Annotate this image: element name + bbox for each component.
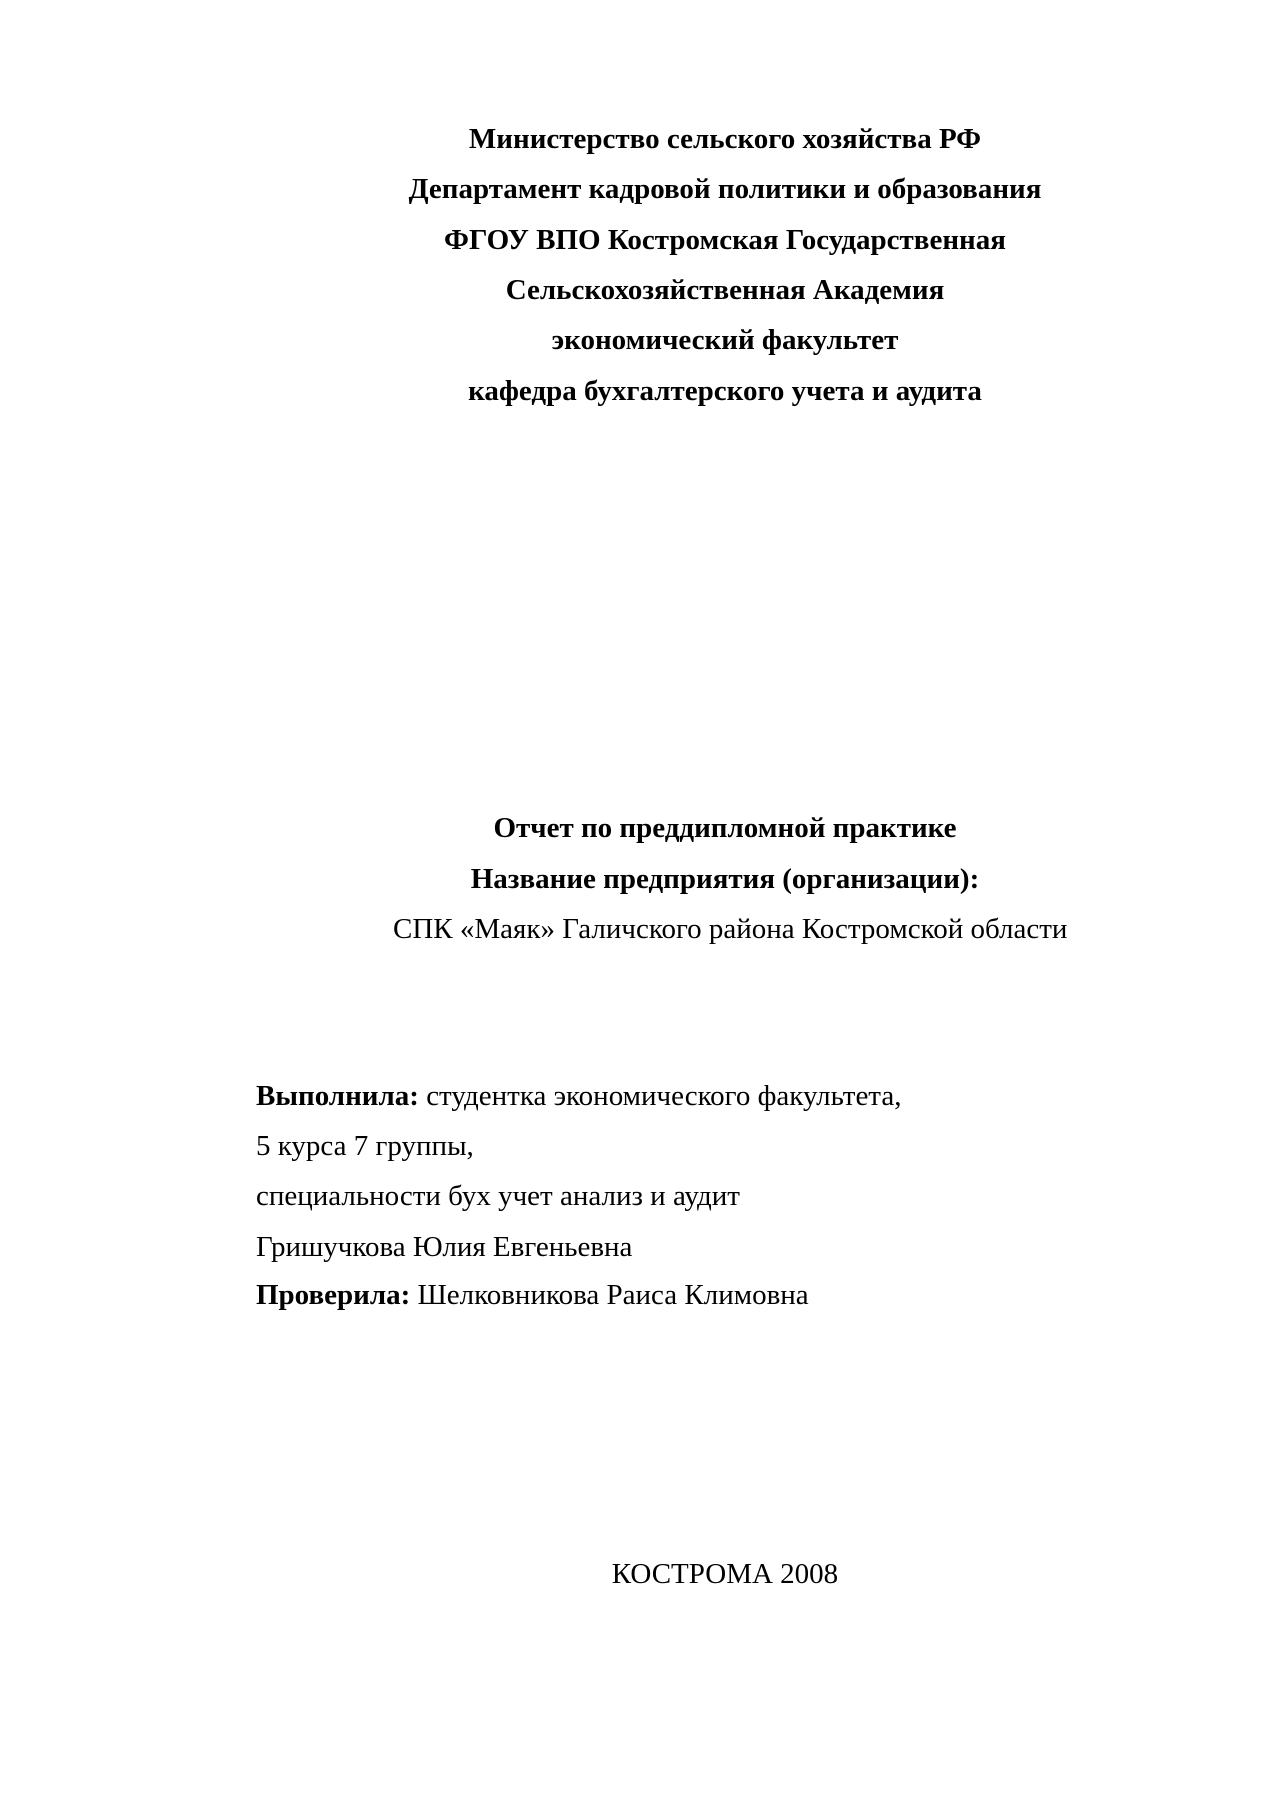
header-faculty: экономический факультет xyxy=(551,324,899,356)
header-ministry: Министерство сельского хозяйства РФ xyxy=(468,123,982,155)
header-chair: кафедра бухгалтерского учета и аудита xyxy=(468,375,982,407)
report-title: Отчет по преддипломной практике xyxy=(493,812,957,844)
header-academy: Сельскохозяйственная Академия xyxy=(505,274,945,306)
author-done-line xyxy=(256,1078,901,1114)
author-checked-label: Проверила: xyxy=(256,1279,411,1311)
author-specialty: специальности бух учет анализ и аудит xyxy=(256,1180,740,1212)
author-checked-line xyxy=(256,1277,809,1313)
author-course: 5 курса 7 группы, xyxy=(256,1130,474,1162)
city-year: КОСТРОМА 2008 xyxy=(611,1558,839,1590)
author-done-label: Выполнила: xyxy=(256,1080,419,1112)
report-org-label: Название предприятия (организации): xyxy=(470,863,980,895)
report-org-name: СПК «Маяк» Галичского района Костромской области xyxy=(393,913,1068,945)
author-checked-value: Шелковникова Раиса Климовна xyxy=(410,1279,809,1311)
header-institution: ФГОУ ВПО Костромская Государственная xyxy=(444,224,1006,256)
author-done-value: студентка экономического факультета, xyxy=(418,1080,902,1112)
author-name: Гришучкова Юлия Евгеньевна xyxy=(256,1231,633,1263)
header-department: Департамент кадровой политики и образования xyxy=(408,173,1042,205)
